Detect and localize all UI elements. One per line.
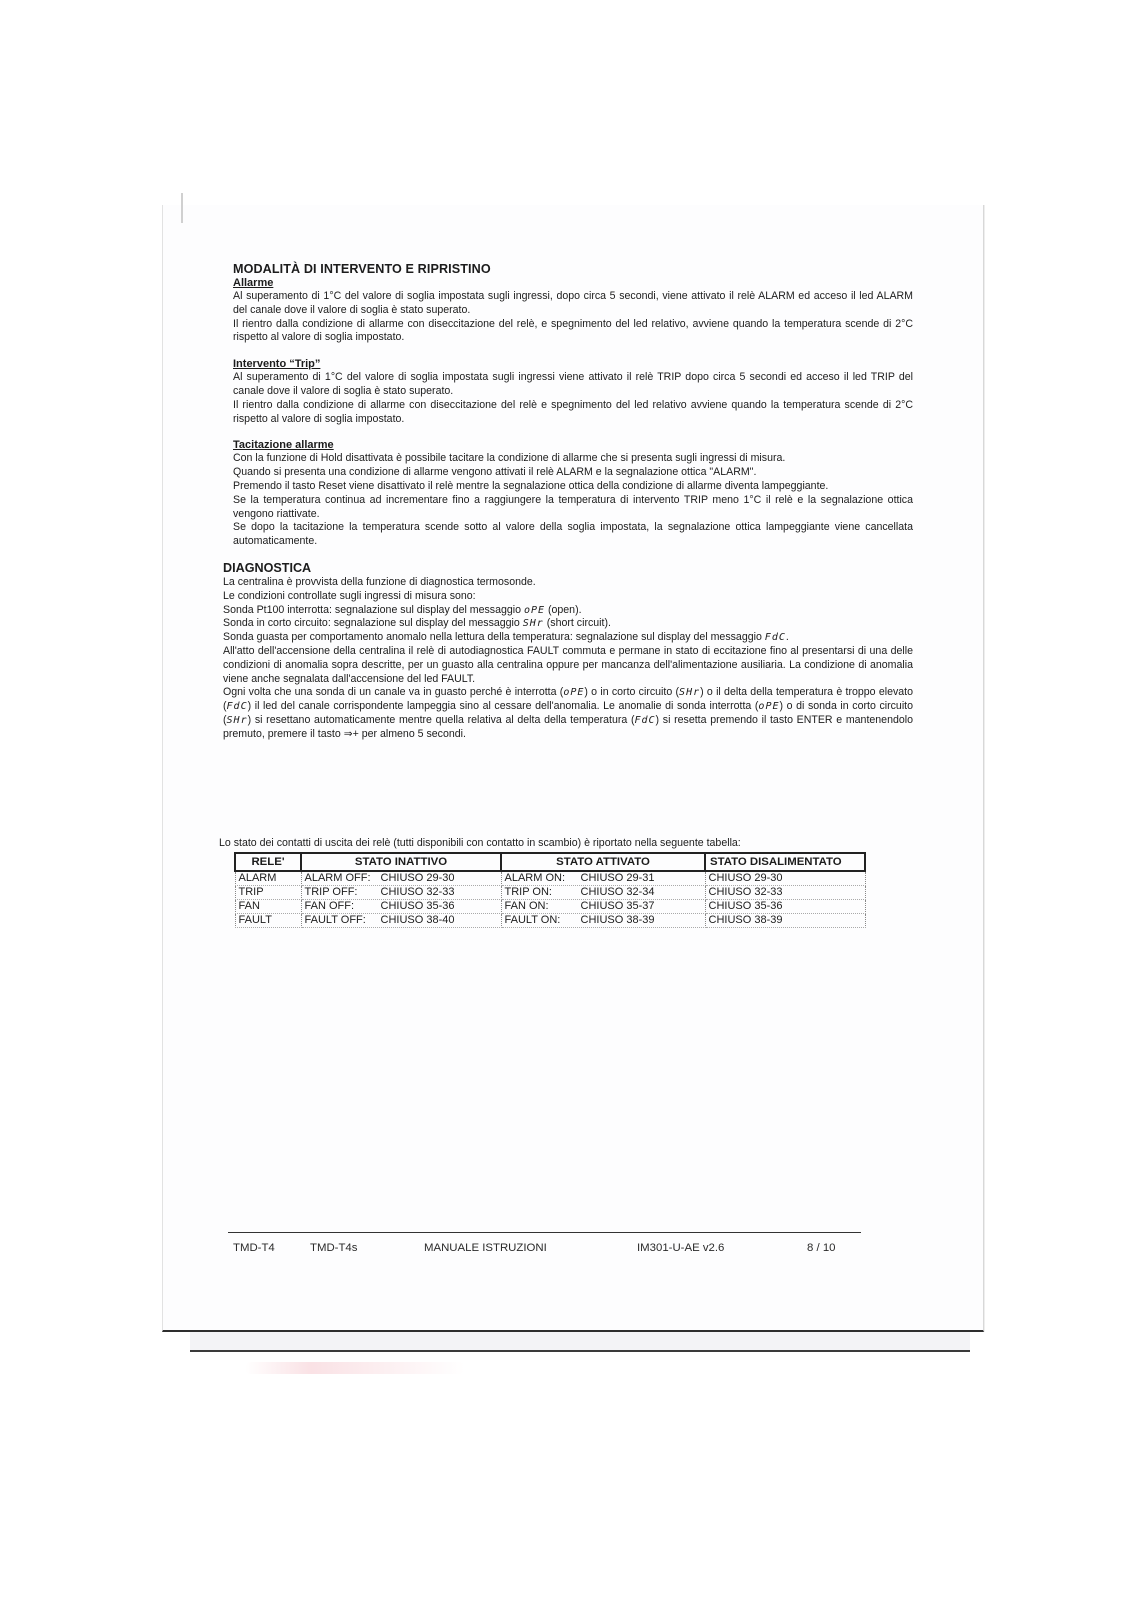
text: ) il led del canale corrispondente lampeggia sino al cessare dell'anomalia. Le anomalie di sonda interrotta (: [247, 700, 759, 713]
header-stato-inattivo: STATO INATTIVO: [301, 853, 501, 871]
text: ) o di sonda in corto circuito (: [223, 700, 914, 726]
paragraph: Le condizioni controllate sugli ingressi di misura sono:: [223, 589, 476, 602]
table-header-row: [235, 853, 865, 871]
cell-rele: TRIP: [235, 886, 301, 900]
footer-divider: [228, 1232, 861, 1233]
section-diagnostica: [223, 561, 913, 742]
cell-disalimentato: CHIUSO 35-36: [705, 900, 865, 914]
text: ) si resettano automaticamente mentre quella relativa al delta della temperatura (: [247, 713, 635, 726]
display-code-fdc: FdC: [764, 632, 786, 644]
paragraph: Il rientro dalla condizione di allarme con diseccitazione del relè e spegnimento del led relativo avviene quando la temperatura scende di 2°C rispetto al valore di soglia impostato.: [233, 398, 913, 425]
display-code-ope: oPE: [758, 701, 780, 713]
text: .: [785, 631, 789, 644]
cell-disalimentato: CHIUSO 32-33: [705, 886, 865, 900]
display-code-fdc: FdC: [634, 714, 656, 726]
cell-rele: ALARM: [235, 871, 301, 886]
text: Ogni volta che una sonda di un canale va in guasto perché è interrotta (: [223, 686, 564, 699]
cell-attivato: [501, 886, 705, 900]
display-code-fdc: FdC: [226, 701, 248, 713]
cell-disalimentato: CHIUSO 29-30: [705, 871, 865, 886]
cell-value: CHIUSO 29-30: [380, 872, 455, 884]
cell-label: TRIP OFF:: [304, 886, 358, 898]
text: ) si resetta premendo il tasto ENTER e mantenendolo premuto, premere il tasto ⇒+ per almeno 5 secondi.: [223, 713, 913, 740]
table-row: [235, 871, 865, 886]
header-rele: RELE': [235, 853, 301, 871]
text: (short circuit).: [546, 617, 611, 630]
cell-value: CHIUSO 35-36: [380, 900, 455, 912]
section-heading: Allarme: [233, 277, 274, 289]
paragraph: Con la funzione di Hold disattivata è possibile tacitare la condizione di allarme che si presenta sugli ingressi di misura.: [233, 452, 786, 465]
table-row: [235, 914, 865, 928]
paragraph: Al superamento di 1°C del valore di soglia impostata sugli ingressi viene attivato il relè TRIP dopo circa 5 secondi ed acceso il led TRIP del canale dove il valore di soglia è stato superato.: [233, 371, 913, 397]
cell-inattivo: [301, 871, 501, 886]
display-code-ope: oPE: [523, 604, 546, 616]
text: ) o in corto circuito (: [584, 686, 680, 699]
cell-label: TRIP ON:: [504, 886, 552, 898]
cell-label: ALARM ON:: [504, 872, 566, 884]
footer-model-2: TMD-T4s: [310, 1242, 358, 1254]
section-trip: [233, 357, 913, 426]
paragraph: Al superamento di 1°C del valore di soglia impostata sugli ingressi, dopo circa 5 secondi, viene attivato il relè ALARM ed acceso il led ALARM del canale dove il valore di soglia è stato superato.: [233, 290, 913, 316]
section-heading: DIAGNOSTICA: [223, 560, 312, 575]
section-heading: Tacitazione allarme: [233, 439, 334, 452]
paragraph: [223, 631, 913, 645]
cell-inattivo: [301, 886, 501, 900]
cell-label: FAN OFF:: [304, 900, 354, 912]
paragraph: La centralina è provvista della funzione di diagnostica termosonde.: [223, 575, 536, 588]
cell-label: FAULT ON:: [504, 914, 561, 926]
cell-value: CHIUSO 32-33: [380, 886, 455, 898]
footer-doc-code: IM301-U-AE v2.6: [637, 1242, 725, 1254]
cell-value: CHIUSO 38-40: [380, 914, 455, 926]
text: Sonda in corto circuito: segnalazione sul display del messaggio: [223, 617, 520, 630]
header-stato-disalimentato: STATO DISALIMENTATO: [705, 853, 865, 871]
section-tacitazione: [233, 438, 913, 549]
cell-attivato: [501, 914, 705, 928]
cell-inattivo: [301, 914, 501, 928]
relay-state-table: [234, 852, 866, 928]
footer-manual-label: MANUALE ISTRUZIONI: [424, 1242, 547, 1254]
paragraph: All'atto dell'accensione della centralina il relè di autodiagnostica FAULT commuta e permane in stato di eccitazione fino al presentarsi di una delle condizioni di anomalia sopra descritte, per un guasto alla centralina oppure per mancanza dell'alimentazione ausiliaria. La condizione di anomalia viene anche segnalata dall'accensione del led FAULT.: [223, 644, 913, 685]
section-allarme: [233, 276, 913, 345]
display-code-shr: SHr: [522, 618, 544, 630]
cell-disalimentato: CHIUSO 38-39: [705, 914, 865, 928]
paragraph: Premendo il tasto Reset viene disattivato il relè mentre la segnalazione ottica della condizione di allarme diventa lampeggiante.: [233, 479, 829, 492]
cell-label: ALARM OFF:: [304, 872, 371, 884]
paragraph: Se dopo la tacitazione la temperatura scende sotto al valore della soglia impostata, la segnalazione ottica lampeggiante viene cancellata automaticamente.: [233, 521, 913, 548]
table-row: [235, 900, 865, 914]
cell-rele: FAN: [235, 900, 301, 914]
text: (open).: [547, 603, 582, 616]
cell-attivato: [501, 900, 705, 914]
paragraph: Quando si presenta una condizione di allarme vengono attivati il relè ALARM e la segnalazione ottica "ALARM".: [233, 466, 757, 479]
section-heading: Intervento “Trip”: [233, 358, 321, 371]
paragraph: Se la temperatura continua ad incrementare fino a raggiungere la temperatura di intervento TRIP meno 1°C il relè e la segnalazione ottica vengono riattivate.: [233, 493, 913, 520]
page-content: [223, 262, 914, 754]
cell-rele: FAULT: [235, 914, 301, 928]
text: Sonda Pt100 interrotta: segnalazione sul display del messaggio: [223, 603, 521, 616]
cell-label: FAN ON:: [504, 900, 549, 912]
paragraph: [223, 617, 913, 631]
cell-value: CHIUSO 38-39: [580, 914, 655, 926]
scan-smudge: [245, 1362, 465, 1374]
cell-value: CHIUSO 29-31: [580, 872, 655, 884]
table-intro: Lo stato dei contatti di uscita dei relè (tutti disponibili con contatto in scambio) è riportato nella seguente tabella:: [219, 837, 741, 849]
text: ) o il delta della temperatura è troppo elevato (: [223, 686, 913, 713]
cell-attivato: [501, 871, 705, 886]
page-title: MODALITÀ DI INTERVENTO E RIPRISTINO: [233, 262, 491, 276]
header-stato-attivato: STATO ATTIVATO: [501, 853, 705, 871]
footer-model-1: TMD-T4: [233, 1242, 275, 1254]
footer-page-number: 8 / 10: [807, 1242, 836, 1254]
paragraph: [223, 686, 913, 741]
text: Sonda guasta per comportamento anomalo nella lettura della temperatura: segnalazione sul display del messaggio: [223, 631, 762, 644]
cell-value: CHIUSO 35-37: [580, 900, 655, 912]
display-code-shr: SHr: [679, 687, 701, 699]
table-row: [235, 886, 865, 900]
paragraph: [223, 604, 913, 618]
display-code-ope: oPE: [563, 687, 585, 699]
page-corner-mark: [181, 193, 183, 223]
cell-inattivo: [301, 900, 501, 914]
paragraph: Il rientro dalla condizione di allarme con diseccitazione del relè, e spegnimento del led relativo, avviene quando la temperatura scende di 2°C rispetto al valore di soglia impostato.: [233, 317, 913, 344]
display-code-shr: SHr: [226, 714, 248, 726]
cell-label: FAULT OFF:: [304, 914, 366, 926]
cell-value: CHIUSO 32-34: [580, 886, 655, 898]
